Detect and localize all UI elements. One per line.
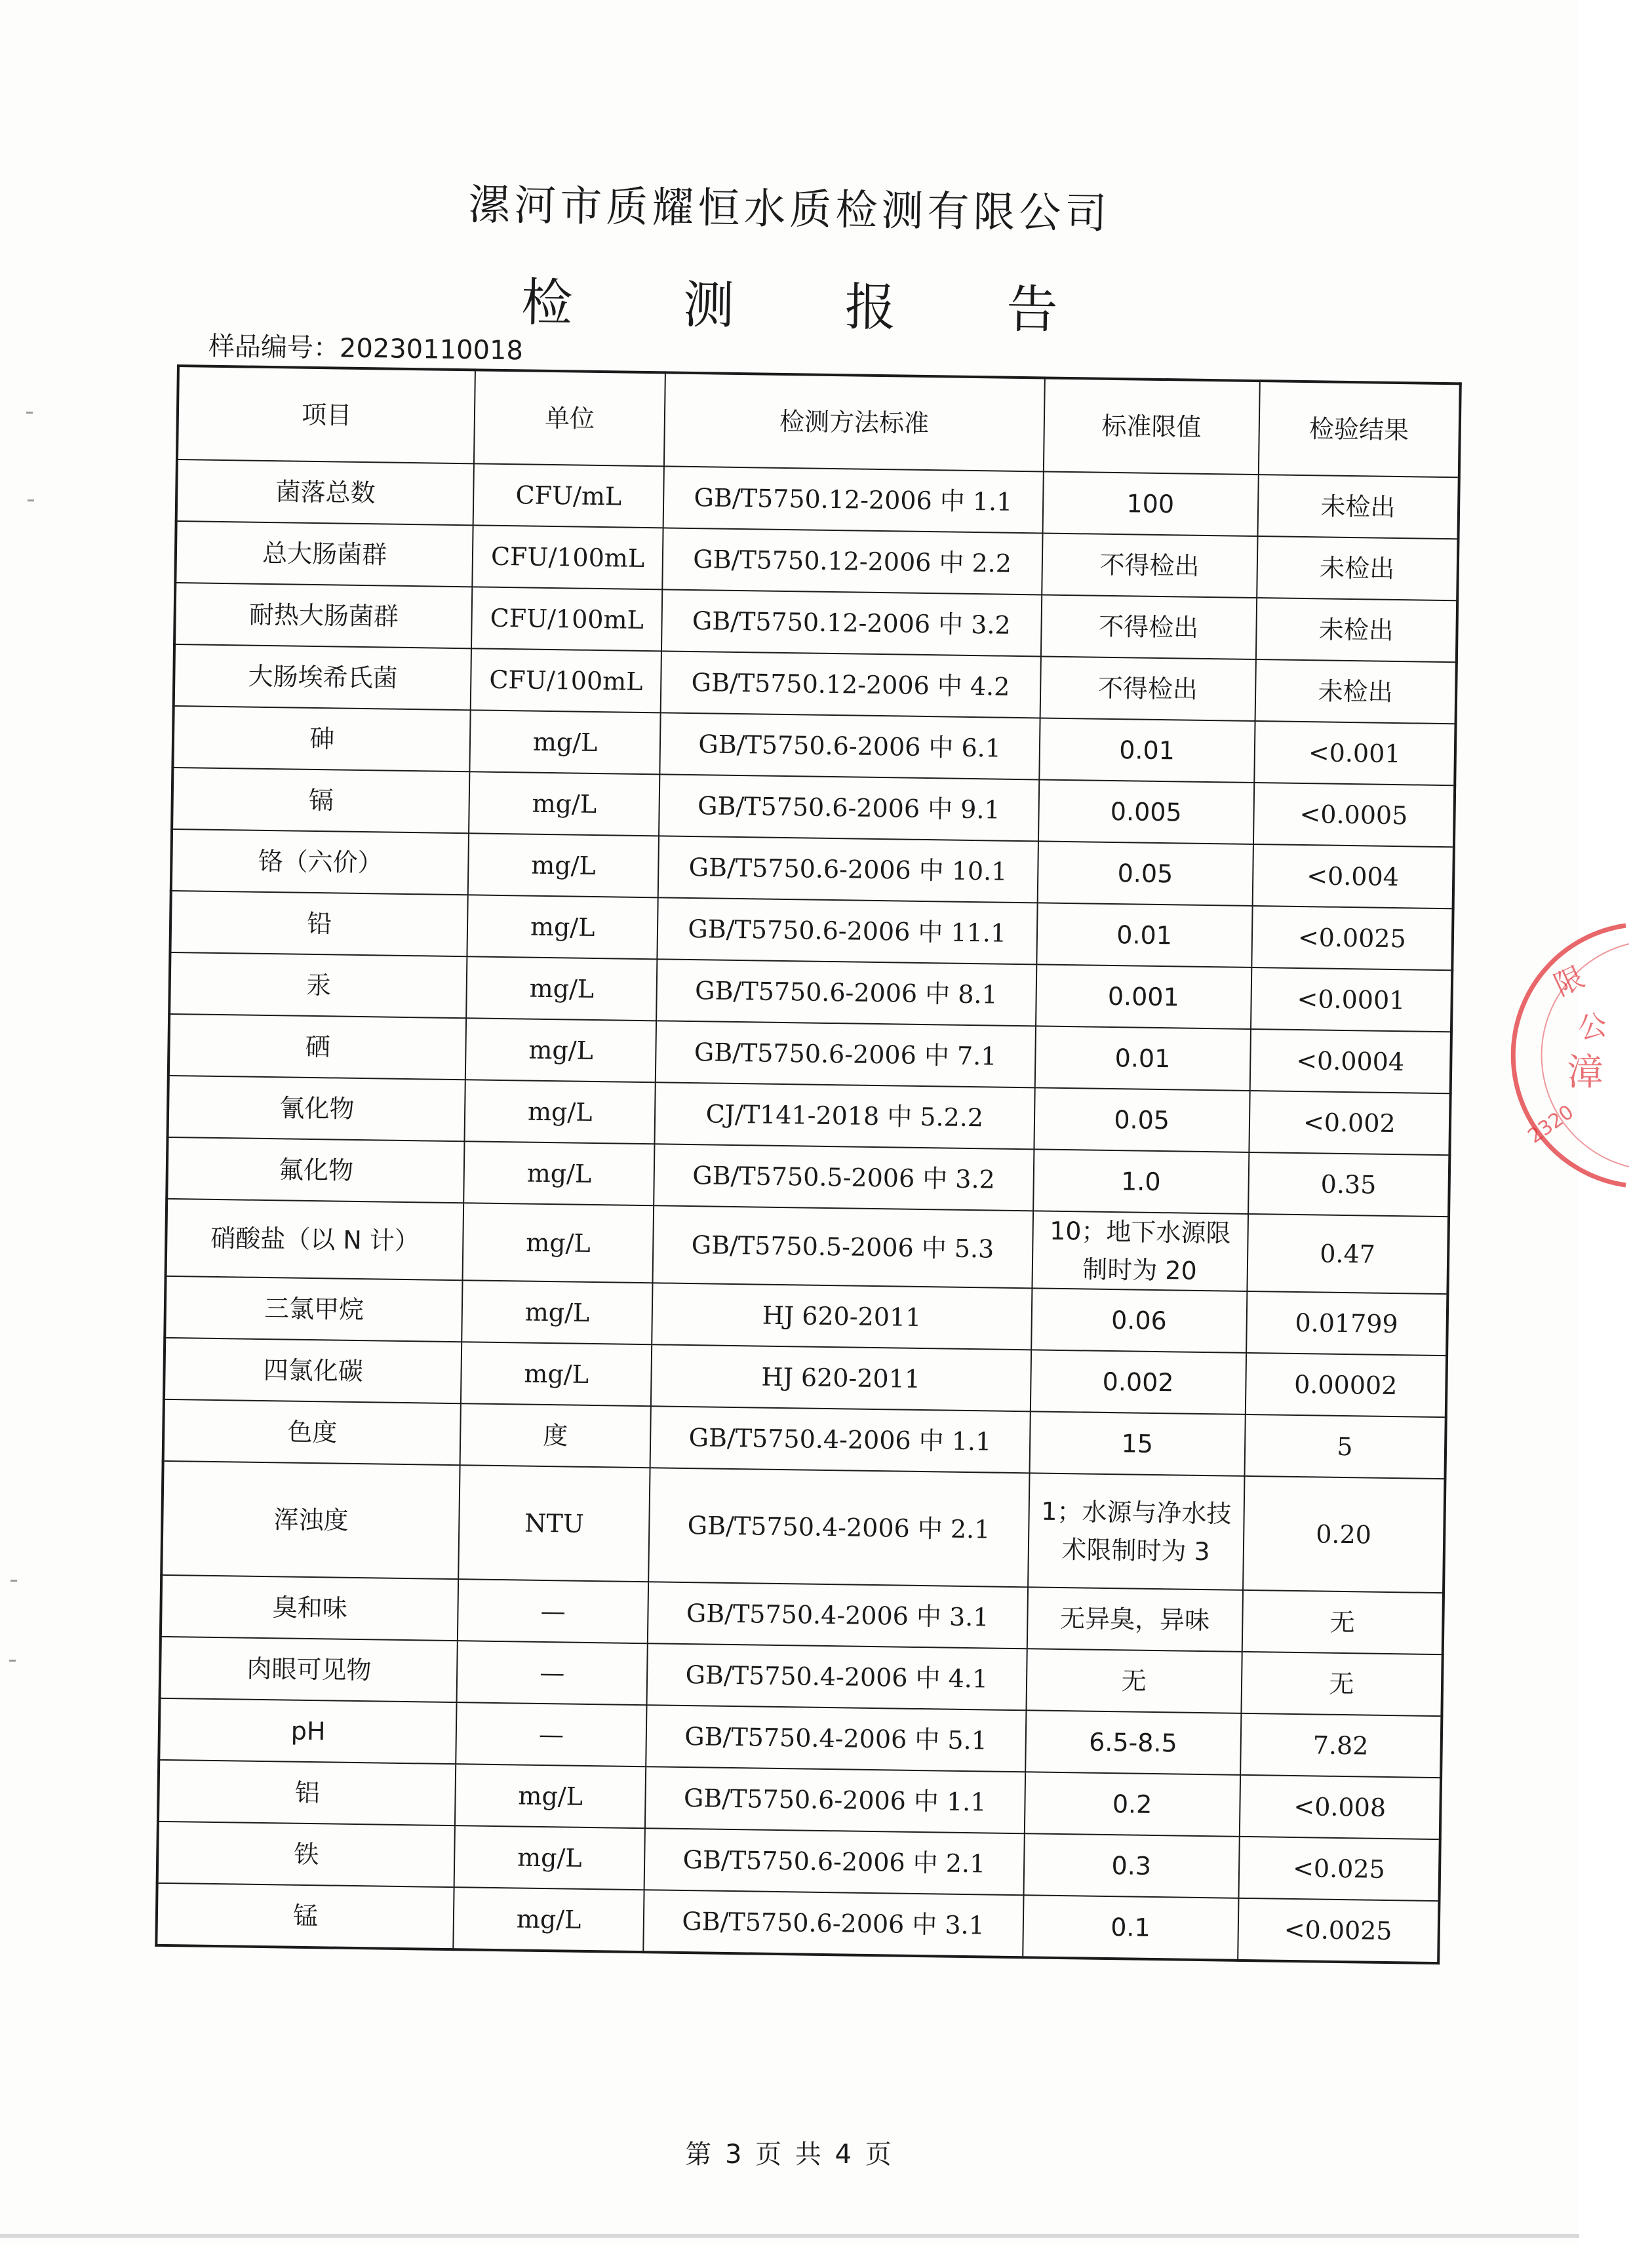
seal-glyph: 漳 [1567, 1051, 1603, 1094]
cell-unit: mg/L [461, 1342, 652, 1406]
cell-limit: 1.0 [1033, 1149, 1249, 1214]
cell-result: <0.002 [1249, 1091, 1451, 1155]
cell-unit: 度 [460, 1403, 651, 1468]
cell-result: 无 [1241, 1652, 1443, 1716]
edge-mark [28, 499, 34, 501]
cell-unit: mg/L [454, 1887, 644, 1952]
seal-ring [1513, 926, 1626, 1185]
cell-method: HJ 620-2011 [652, 1283, 1032, 1350]
cell-item: 大肠埃希氏菌 [174, 644, 472, 710]
cell-method: GB/T5750.6-2006 中 3.1 [643, 1890, 1023, 1957]
cell-item: 硒 [168, 1014, 467, 1080]
cell-item: 硝酸盐（以 N 计） [166, 1199, 464, 1280]
cell-limit: 0.005 [1038, 779, 1254, 844]
report-title: 检 测 报 告 [521, 273, 1106, 341]
results-table-container [155, 364, 1462, 1964]
cell-item: 砷 [172, 706, 471, 771]
cell-item: 菌落总数 [176, 459, 475, 525]
cell-unit: mg/L [455, 1764, 646, 1828]
sample-number-value: 20230110018 [339, 333, 524, 366]
cell-method: GB/T5750.6-2006 中 6.1 [659, 713, 1040, 779]
cell-unit: CFU/100mL [471, 587, 662, 651]
cell-item: 色度 [163, 1399, 462, 1465]
cell-limit: 0.01 [1039, 718, 1255, 783]
cell-limit: 0.01 [1034, 1026, 1250, 1091]
cell-unit: mg/L [465, 1018, 656, 1082]
cell-method: GB/T5750.6-2006 中 2.1 [644, 1828, 1024, 1895]
cell-unit: — [458, 1579, 648, 1643]
cell-method: GB/T5750.6-2006 中 7.1 [656, 1021, 1036, 1087]
cell-result: 7.82 [1240, 1713, 1442, 1778]
cell-method: GB/T5750.12-2006 中 3.2 [661, 589, 1042, 656]
cell-result: <0.0004 [1249, 1029, 1451, 1093]
cell-result: <0.004 [1252, 844, 1454, 908]
cell-item: 总大肠菌群 [175, 521, 473, 587]
cell-limit: 0.1 [1023, 1895, 1238, 1961]
cell-method: GB/T5750.6-2006 中 11.1 [657, 897, 1037, 964]
cell-item: 锰 [156, 1883, 454, 1949]
cell-limit: 15 [1029, 1411, 1245, 1476]
table-row [161, 1461, 1445, 1593]
cell-method: HJ 620-2011 [651, 1344, 1031, 1411]
cell-method: GB/T5750.6-2006 中 8.1 [656, 959, 1036, 1026]
sample-number-label: 样品编号： [208, 331, 340, 364]
seal-inner-ring [1542, 944, 1629, 1167]
cell-result: 0.35 [1248, 1152, 1450, 1217]
cell-method: GB/T5750.5-2006 中 5.3 [652, 1205, 1032, 1288]
cell-result: 未检出 [1256, 598, 1458, 662]
edge-mark [9, 1660, 16, 1662]
cell-unit: mg/L [468, 833, 659, 897]
table-body [156, 459, 1459, 1963]
seal-glyph: 公 [1575, 1007, 1610, 1046]
cell-limit: 10；地下水源限制时为 20 [1032, 1211, 1248, 1291]
column-header-item: 项目 [177, 366, 475, 463]
cell-result: 5 [1244, 1415, 1446, 1479]
cell-limit: 0.05 [1037, 841, 1253, 906]
cell-unit: mg/L [467, 956, 658, 1021]
cell-unit: mg/L [467, 895, 658, 959]
cell-method: GB/T5750.4-2006 中 1.1 [650, 1406, 1030, 1473]
cell-unit: mg/L [462, 1280, 653, 1344]
cell-item: 耐热大肠菌群 [174, 583, 473, 648]
cell-limit: 0.06 [1031, 1288, 1247, 1353]
cell-method: GB/T5750.12-2006 中 4.2 [660, 651, 1040, 718]
cell-item: 氟化物 [167, 1137, 465, 1203]
cell-unit: mg/L [464, 1141, 655, 1205]
cell-limit: 1；水源与净水技术限制时为 3 [1028, 1473, 1244, 1590]
cell-result: 无 [1242, 1590, 1444, 1654]
cell-unit: mg/L [469, 771, 659, 836]
cell-result: <0.0005 [1253, 783, 1455, 847]
cell-unit: CFU/100mL [471, 648, 661, 713]
cell-limit: 0.001 [1036, 964, 1251, 1029]
cell-limit: 不得检出 [1041, 595, 1257, 659]
column-header-limit: 标准限值 [1044, 378, 1260, 475]
cell-item: 镉 [172, 768, 470, 833]
cell-unit: CFU/mL [473, 463, 664, 528]
cell-limit: 0.3 [1023, 1833, 1239, 1898]
column-header-method: 检测方法标准 [664, 372, 1045, 471]
cell-item: 汞 [169, 952, 467, 1018]
cell-method: GB/T5750.12-2006 中 2.2 [662, 528, 1042, 595]
cell-method: CJ/T141-2018 中 5.2.2 [654, 1082, 1034, 1149]
cell-result: 未检出 [1257, 536, 1459, 600]
cell-item: 臭和味 [161, 1575, 459, 1641]
cell-unit: — [457, 1641, 648, 1705]
cell-method: GB/T5750.4-2006 中 5.1 [646, 1705, 1026, 1772]
cell-result: 0.47 [1247, 1214, 1449, 1294]
cell-unit: — [456, 1702, 647, 1767]
cell-unit: mg/L [470, 710, 661, 774]
cell-limit: 0.01 [1036, 903, 1252, 967]
company-seal [1521, 918, 1652, 1193]
cell-method: GB/T5750.4-2006 中 3.1 [648, 1582, 1028, 1649]
cell-result: 0.00002 [1245, 1353, 1447, 1417]
cell-result: <0.0025 [1238, 1898, 1440, 1963]
cell-result: 未检出 [1255, 659, 1457, 724]
page-number: 第 3 页 共 4 页 [685, 2139, 894, 2170]
cell-limit: 无 [1026, 1649, 1242, 1713]
cell-unit: mg/L [463, 1203, 654, 1283]
cell-limit: 不得检出 [1042, 533, 1257, 598]
edge-mark [26, 412, 33, 414]
cell-item: pH [159, 1698, 457, 1764]
cell-result: 0.20 [1243, 1476, 1446, 1593]
cell-result: <0.025 [1238, 1837, 1440, 1901]
cell-item: 四氯化碳 [164, 1338, 462, 1403]
cell-item: 肉眼可见物 [160, 1637, 458, 1702]
cell-method: GB/T5750.12-2006 中 1.1 [663, 466, 1043, 533]
cell-result: <0.001 [1254, 721, 1456, 785]
table-header-row [177, 366, 1461, 477]
cell-method: GB/T5750.4-2006 中 2.1 [648, 1468, 1029, 1587]
cell-method: GB/T5750.5-2006 中 3.2 [654, 1144, 1034, 1211]
cell-method: GB/T5750.6-2006 中 9.1 [659, 774, 1039, 841]
cell-limit: 6.5-8.5 [1025, 1710, 1241, 1775]
results-table [155, 364, 1462, 1964]
seal-glyph: 限 [1549, 960, 1590, 1003]
cell-method: GB/T5750.6-2006 中 10.1 [658, 836, 1038, 903]
cell-limit: 0.2 [1024, 1772, 1240, 1837]
cell-item: 三氯甲烷 [165, 1276, 463, 1342]
cell-result: <0.0025 [1251, 906, 1453, 970]
cell-result: 未检出 [1257, 475, 1459, 539]
cell-unit: NTU [459, 1465, 650, 1582]
cell-limit: 100 [1042, 471, 1258, 536]
seal-glyph: 2320 [1524, 1101, 1579, 1148]
cell-item: 铝 [158, 1760, 456, 1825]
cell-result: 0.01799 [1246, 1291, 1448, 1356]
cell-method: GB/T5750.6-2006 中 1.1 [645, 1767, 1025, 1833]
cell-item: 铅 [170, 891, 468, 956]
cell-unit: mg/L [454, 1825, 645, 1890]
column-header-unit: 单位 [474, 370, 665, 466]
scan-edge [0, 2234, 1579, 2238]
cell-item: 氰化物 [168, 1076, 466, 1141]
cell-result: <0.0001 [1251, 967, 1453, 1032]
cell-item: 铬（六价） [171, 829, 469, 895]
cell-limit: 0.002 [1030, 1350, 1246, 1415]
cell-limit: 0.05 [1034, 1087, 1249, 1152]
column-header-result: 检验结果 [1258, 381, 1460, 477]
cell-limit: 无异臭，异味 [1027, 1587, 1242, 1652]
cell-item: 铁 [157, 1822, 456, 1887]
cell-limit: 不得检出 [1040, 656, 1255, 721]
cell-unit: CFU/100mL [473, 525, 663, 589]
cell-method: GB/T5750.4-2006 中 4.1 [646, 1643, 1027, 1710]
cell-unit: mg/L [465, 1080, 656, 1144]
edge-mark [10, 1580, 17, 1582]
cell-item: 浑浊度 [161, 1461, 460, 1579]
cell-result: <0.008 [1239, 1775, 1441, 1839]
company-name: 漯河市质耀恒水质检测有限公司 [467, 181, 1111, 239]
sample-number [208, 326, 524, 368]
